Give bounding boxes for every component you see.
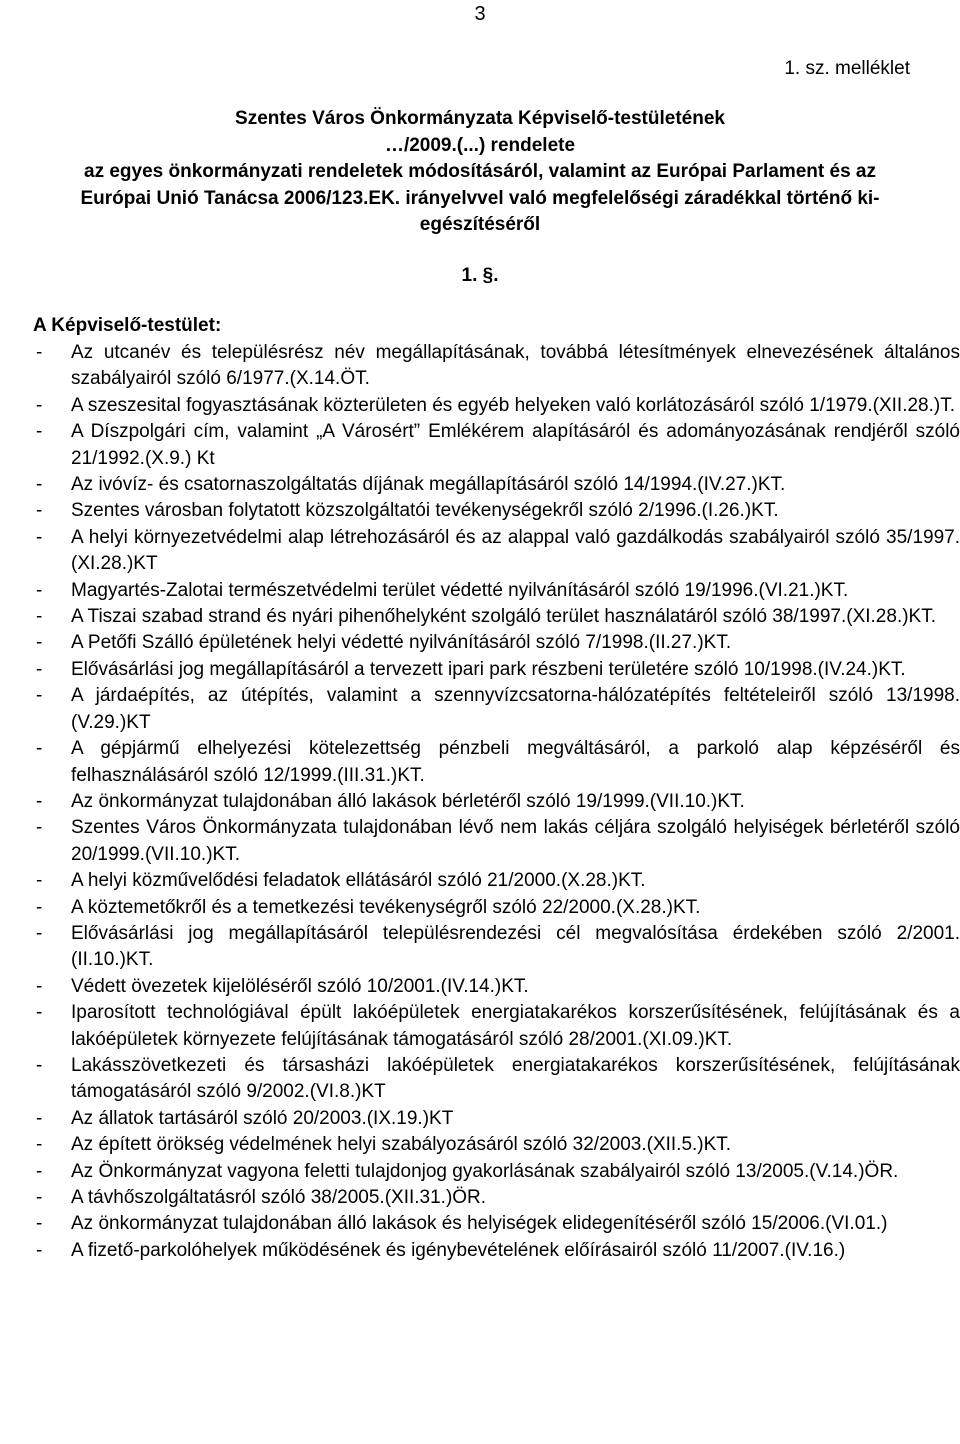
list-item	[36, 974, 960, 1000]
list-item	[36, 895, 960, 921]
list-item	[36, 498, 960, 524]
list-item	[36, 1185, 960, 1211]
bullet-dash: -	[36, 658, 43, 680]
list-item	[36, 868, 960, 894]
list-item-text: Az önkormányzat tulajdonában álló lakások bérletéről szóló 19/1999.(VII.10.)KT.	[71, 790, 745, 812]
list-item-text: Szentes Város Önkormányzata tulajdonában lévő nem lakás céljára szolgáló helyiségek bérletéről szóló 20/1999.(VII.10.)KT.	[71, 817, 960, 865]
list-item-text: A Petőfi Szálló épületének helyi védetté nyilvánításáról szóló 7/1998.(II.27.)KT.	[71, 632, 732, 654]
list-item-text: A köztemetőkről és a temetkezési tevékenységről szóló 22/2000.(X.28.)KT.	[71, 896, 701, 918]
list-item-text: Elővásárlási jog megállapításáról településrendezési cél megvalósítása érdekében szóló 2/2001.(II.10.)KT.	[71, 922, 960, 971]
bullet-dash: -	[36, 421, 43, 443]
list-item-text: A szeszesital fogyasztásának közterületen és egyéb helyeken való korlátozásáról szóló 1/1979.(XII.28.)T.	[71, 394, 955, 416]
bullet-dash: -	[36, 1134, 43, 1156]
bullet-dash: -	[36, 632, 43, 654]
list-item-text: A gépjármű elhelyezési kötelezettség pénzbeli megváltásáról, a parkoló alap képzéséről és felhasználásáról szóló 12/1999.(III.31.)KT.	[71, 738, 960, 786]
list-item	[36, 630, 960, 656]
list-item	[36, 921, 960, 974]
list-item-text: Lakásszövetkezeti és társasházi lakóépületek energiatakarékos korszerűsítésének, felújításának támogatásáról szóló 9/2002.(VI.8.)KT	[71, 1054, 960, 1103]
bullet-dash: -	[36, 474, 43, 496]
bullet-dash: -	[36, 896, 43, 918]
bullet-dash: -	[36, 922, 43, 944]
bullet-dash: -	[36, 1107, 43, 1129]
bullet-dash: -	[36, 500, 43, 522]
bullet-dash: -	[36, 790, 43, 812]
bullet-dash: -	[36, 975, 43, 997]
list-item	[36, 1132, 960, 1158]
header-line: Szentes Város Önkormányzata Képviselő-testületének	[235, 108, 725, 129]
list-item-text: Iparosított technológiával épült lakóépületek energiatakarékos korszerűsítésének, felújításának és a lakóépületek környezete felújításának támogatásáról szóló 28/2001.(XI.09.)KT.	[71, 1002, 960, 1050]
list-item-text: A járdaépítés, az útépítés, valamint a szennyvízcsatorna-hálózatépítés feltételeiről szóló 13/1998.(V.29.)KT	[71, 685, 960, 733]
list-item	[36, 1053, 960, 1106]
list-item	[36, 1000, 960, 1053]
list-item	[36, 340, 960, 393]
bullet-dash: -	[36, 526, 43, 548]
list-item-text: A helyi közművelődési feladatok ellátásáról szóló 21/2000.(X.28.)KT.	[71, 870, 646, 892]
list-item	[36, 393, 960, 419]
bullet-dash: -	[36, 738, 43, 760]
list-item	[36, 789, 960, 815]
annex-label: 1. sz. melléklet	[784, 58, 910, 79]
list-item	[36, 1159, 960, 1185]
bullet-dash: -	[36, 1054, 43, 1076]
list-item	[36, 525, 960, 578]
section-number: 1. §.	[461, 265, 499, 286]
list-item	[36, 472, 960, 498]
list-item-text: A helyi környezetvédelmi alap létrehozásáról és az alappal való gazdálkodás szabályairól szóló 35/1997.(XI.28.)KT	[71, 526, 960, 575]
header-line: …/2009.(...) rendelete	[384, 134, 576, 156]
list-item	[36, 683, 960, 736]
bullet-dash: -	[36, 870, 43, 892]
list-item	[36, 1106, 960, 1132]
bullet-dash: -	[36, 342, 43, 363]
bullet-dash: -	[36, 685, 43, 707]
list-item-text: Magyartés-Zalotai természetvédelmi terület védetté nyilvánításáról szóló 19/1996.(VI.21.)KT.	[71, 579, 849, 601]
header-line: Európai Unió Tanácsa 2006/123.EK. irányelvvel való megfelelőségi záradékkal történő ki-	[80, 187, 880, 209]
list-item	[36, 815, 960, 868]
list-item-text: Védett övezetek kijelöléséről szóló 10/2001.(IV.14.)KT.	[71, 975, 529, 997]
page-number: 3	[474, 3, 486, 25]
list-item	[36, 604, 960, 630]
header-line: az egyes önkormányzati rendeletek módosításáról, valamint az Európai Parlament és az	[84, 161, 876, 182]
list-item-text: Az állatok tartásáról szóló 20/2003.(IX.19.)KT	[71, 1107, 454, 1129]
list-item	[36, 419, 960, 472]
bullet-dash: -	[36, 1160, 43, 1182]
list-item-text: A fizető-parkolóhelyek működésének és igénybevételének előírásairól szóló 11/2007.(IV.16.)	[71, 1239, 846, 1261]
list-item-text: A Díszpolgári cím, valamint „A Városért” Emlékérem alapításáról és adományozásának rendjéről szóló 21/1992.(X.9.) Kt	[71, 421, 960, 469]
list-item	[36, 736, 960, 789]
list-item-text: Az önkormányzat tulajdonában álló lakások és helyiségek elidegenítéséről szóló 15/2006.(VI.01.)	[71, 1213, 888, 1235]
bullet-dash: -	[36, 1002, 43, 1024]
bullet-dash: -	[36, 606, 43, 628]
list-item-text: A távhőszolgáltatásról szóló 38/2005.(XII.31.)ÖR.	[71, 1187, 487, 1208]
document-header	[36, 106, 924, 239]
bullet-dash: -	[36, 1187, 43, 1208]
list-item	[36, 578, 960, 604]
header-line: egészítéséről	[419, 214, 541, 235]
list-item	[36, 1238, 960, 1264]
bullet-dash: -	[36, 817, 43, 839]
list-item-text: Szentes városban folytatott közszolgáltatói tevékenységekről szóló 2/1996.(I.26.)KT.	[71, 500, 779, 522]
list-item	[36, 657, 960, 683]
bullet-dash: -	[36, 394, 43, 416]
intro-text: A Képviselő-testület:	[33, 315, 222, 336]
list-item-text: Elővásárlási jog megállapításáról a tervezett ipari park részbeni területére szóló 10/1998.(IV.24.)KT.	[71, 658, 906, 680]
bullet-dash: -	[36, 579, 43, 601]
list-item-text: A Tiszai szabad strand és nyári pihenőhelyként szolgáló terület használatáról szóló 38/1997.(XI.28.)KT.	[71, 606, 937, 628]
list-item	[36, 1211, 960, 1237]
list-item-text: Az utcanév és településrész név megállapításának, továbbá létesítmények elnevezésének általános szabályairól szóló 6/1977.(X.14.ÖT.	[71, 342, 960, 390]
regulation-list	[36, 340, 960, 1264]
bullet-dash: -	[36, 1239, 43, 1261]
list-item-text: Az Önkormányzat vagyona feletti tulajdonjog gyakorlásának szabályairól szóló 13/2005.(V.14.)ÖR.	[71, 1160, 899, 1182]
list-item-text: Az ivóvíz- és csatornaszolgáltatás díjának megállapításáról szóló 14/1994.(IV.27.)KT.	[71, 474, 786, 496]
list-item-text: Az épített örökség védelmének helyi szabályozásáról szóló 32/2003.(XII.5.)KT.	[71, 1134, 732, 1156]
bullet-dash: -	[36, 1213, 43, 1235]
